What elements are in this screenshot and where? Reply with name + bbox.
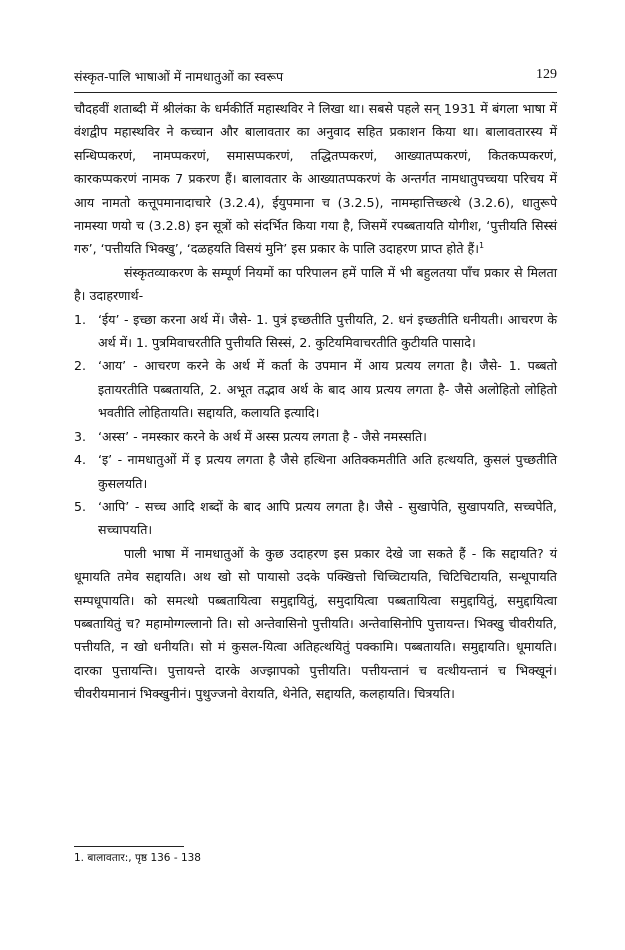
header-rule — [74, 92, 557, 93]
header-title: संस्कृत-पालि भाषाओं में नामधातुओं का स्वरूप — [74, 69, 284, 84]
footnote-marker: 1 — [479, 241, 485, 251]
suffix-list — [74, 308, 557, 542]
paragraph-3: पाली भाषा में नामधातुओं के कुछ उदाहरण इस प्रकार देखे जा सकते हैं - कि सद्दायति? यं धूमायति तमेव सद्दायति। अथ खो सो पायासो उदके पक्खित्तो चिच्चिटायति, चिटिचिटायति, सन्धूपायति सम्पधूपायति। को समत्थो पब्बतायित्वा समुद्दायितुं, समुदायित्वा पब्बतायित्वा समुद्दायितुं, समुद्दायित्वा पब्बतायितुं च? महामोग्गल्लानो ति। सो अन्तेवासिनो पुत्तीयति। अन्तेवासिनोपि पुत्तायन्त। भिक्खु चीवरीयति, पत्तीयति, न खो धनीयति। सो मं कुसल-यित्वा अतिहत्थयितुं पक्कामि। पब्बतायति। समुद्दायति। धूमायति। दारका पुत्तायन्ति। पुत्तायन्ते दारके अज्झापको पुत्तीयति। पत्तीयन्तानं च वत्थीयन्तानं च भिक्खूनं। चीवरीयमानानं भिक्खुनीनं। पुथुज्जनो वेरायति, थेनेति, सद्दायति, कलहायति। चित्रयति। — [74, 545, 557, 702]
footnote-rule — [74, 846, 184, 847]
footnote: 1. बालावतार:, पृष्ठ 136 - 138 — [74, 852, 201, 864]
body-text — [74, 97, 557, 706]
list-item: 3. ‘अस्स’ - नमस्कार करने के अर्थ में अस्स प्रत्यय लगता है - जैसे नमस्सति। — [74, 428, 427, 444]
list-item: 1. ‘ईय’ - इच्छा करना अर्थ में। जैसे- 1. पुत्रं इच्छतीति पुत्तीयति, 2. धनं इच्छतीति धनीयती। आचरण के अर्थ में। 1. पुत्रमिवाचरतीति पुत्तीयति सिस्सं, 2. कुटियमिवाचरतीति कुटीयति पासादे। — [74, 311, 557, 351]
paragraph-1: चौदहवीं शताब्दी में श्रीलंका के धर्मकीर्ति महास्थविर ने लिखा था। सबसे पहले सन् 1931 में बंगला भाषा में वंशद्वीप महास्थविर ने कच्चान और बालावतार का अनुवाद सहित प्रकाशन किया था। बालावतारस्य में सन्धिप्पकरणं, नामप्पकरणं, समासप्पकरणं, तद्धितप्पकरणं, आख्यातप्पकरणं, कितकप्पकरणं, कारकप्पकरणं नामक 7 प्रकरण हैं। बालावतार के आख्यातप्पकरणं के अन्तर्गत नामधातुपच्चया परिचय में आय नामतो कत्तूपमानादाचारे (3.2.4), ईयुपमाना च (3.2.5), नामम्हात्तिच्छत्थे (3.2.6), धातुरूपे नामस्या णयो च (3.2.8) इन सूत्रों को संदर्भित किया गया है, जिसमें रपब्बतायति योगीश, ‘पुत्तीयति सिस्सं गरु’, ‘पत्तीयति भिक्खु’, ‘दळहयति विसयं मुनि’ इस प्रकार के पालि उदाहरण प्राप्त होते हैं।$^1$ — [74, 101, 557, 257]
running-header — [74, 68, 557, 90]
list-item: 5. ‘आपि’ - सच्च आदि शब्दों के बाद आपि प्रत्यय लगता है। जैसे - सुखापेति, सुखापयति, सच्चपेति, सच्चापयति। — [74, 498, 557, 538]
page-number: 129 — [536, 67, 557, 82]
list-item: 2. ‘आय’ - आचरण करने के अर्थ में कर्ता के उपमान में आय प्रत्यय लगता है। जैसे- 1. पब्बतो इतायरतीति पब्बतायति, 2. अभूत तद्भाव अर्थ के बाद आय प्रत्यय लगता है- जैसे अलोहितो लोहितो भवतीति लोहितायति। सद्दायति, कलायति इत्यादि। — [74, 358, 557, 421]
list-item: 4. ‘इ’ - नामधातुओं में इ प्रत्यय लगता है जैसे हत्थिना अतिक्कमतीति अति हत्थयति, कुसलं पुच्छतीति कुसलयति। — [74, 452, 557, 491]
paragraph-2: संस्कृतव्याकरण के सम्पूर्ण नियमों का परिपालन हमें पालि में भी बहुलतया पाँच प्रकार से मिलता है। उदाहरणार्थ- — [74, 264, 557, 304]
